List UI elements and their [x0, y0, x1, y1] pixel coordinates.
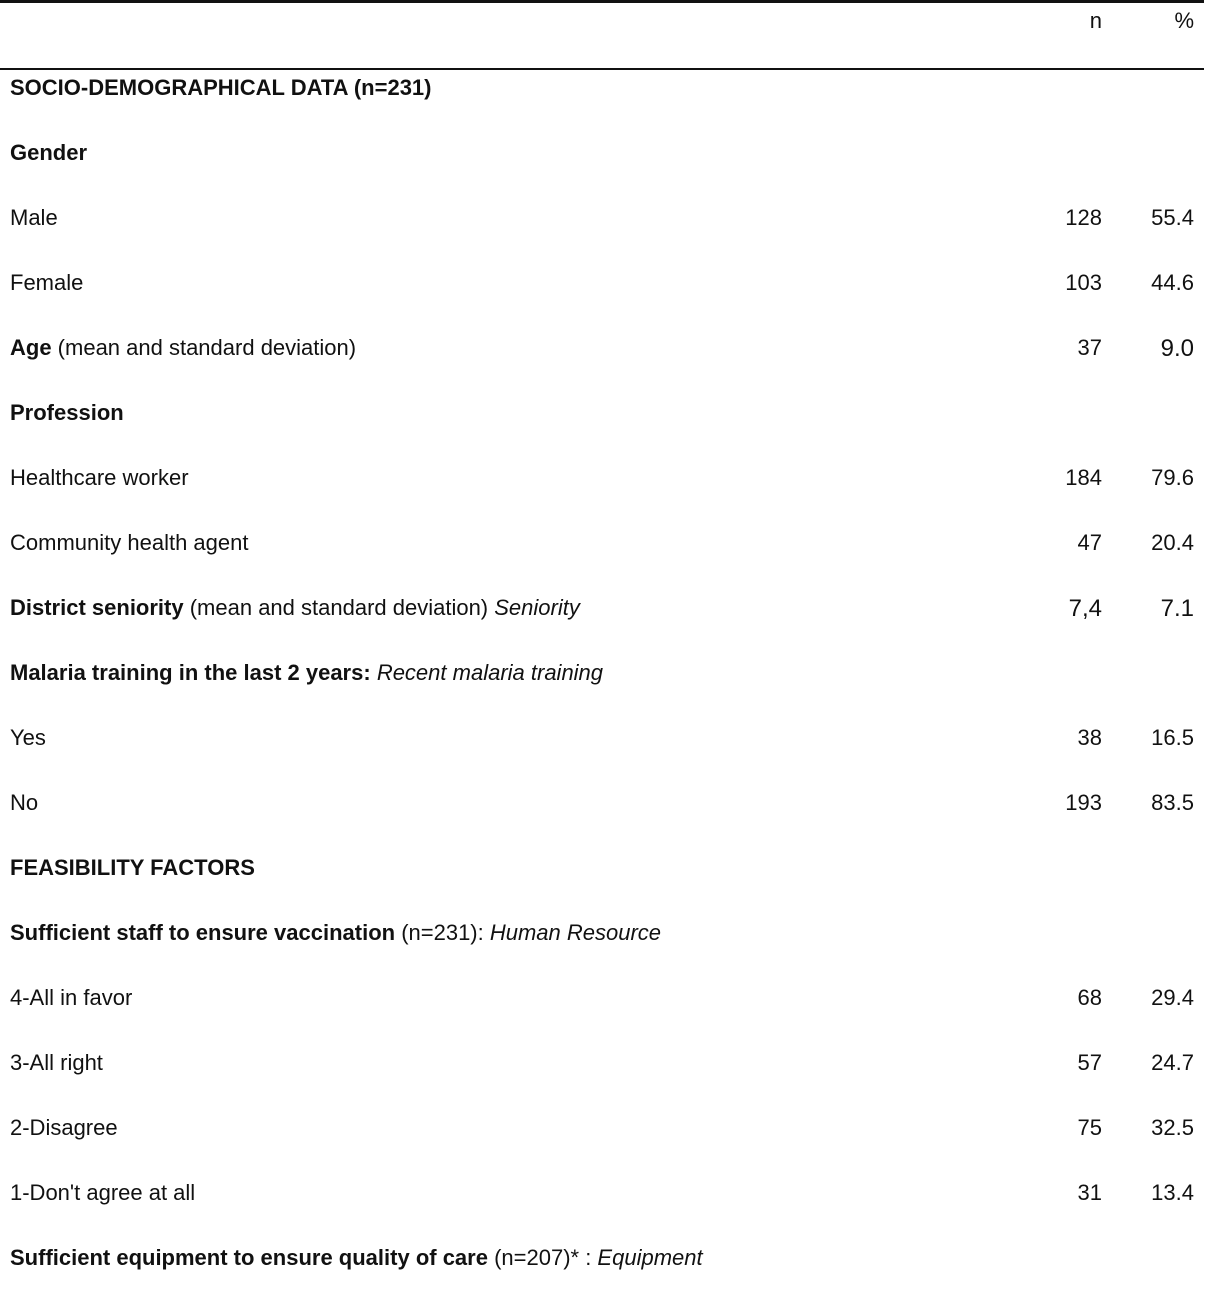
- row-value-n: 193: [1065, 790, 1102, 815]
- row-label-part: 4-All in favor: [10, 985, 133, 1010]
- row-label-part: Human Resource: [489, 920, 662, 945]
- row-value-n: 128: [1065, 205, 1102, 230]
- table-row: [0, 525, 1206, 590]
- row-value-n: 38: [1077, 725, 1102, 750]
- row-label-part: Yes: [10, 725, 46, 750]
- row-label-part: (mean and standard deviation): [51, 335, 357, 360]
- table-header: [0, 0, 1206, 44]
- row-value-percent: 83.5: [1151, 790, 1194, 815]
- table-row: [0, 1110, 1206, 1175]
- row-value-percent: 13.4: [1151, 1180, 1194, 1205]
- row-value-percent: 79.6: [1151, 465, 1194, 490]
- row-label-part: Equipment: [597, 1245, 703, 1270]
- row-label: [10, 660, 603, 686]
- row-label-part: SOCIO-DEMOGRAPHICAL DATA (n=231): [10, 75, 432, 100]
- table-row: [0, 785, 1206, 850]
- row-label: [10, 595, 580, 621]
- table-row: [0, 265, 1206, 330]
- row-label: [10, 985, 132, 1011]
- row-value-n: 7,4: [1068, 595, 1102, 622]
- row-value-n: 37: [1077, 335, 1102, 360]
- row-label: [10, 725, 46, 751]
- row-label: [10, 530, 248, 556]
- row-label: [10, 75, 432, 101]
- row-label: [10, 790, 38, 816]
- row-value-percent: 44.6: [1151, 270, 1194, 295]
- table-row: [0, 200, 1206, 265]
- table-row: [0, 135, 1206, 200]
- row-label-part: Male: [10, 205, 58, 230]
- row-label: [10, 270, 83, 296]
- table-row: [0, 915, 1206, 980]
- row-label-part: Female: [10, 270, 84, 295]
- row-value-percent: 7.1: [1160, 595, 1194, 622]
- row-label: [10, 1115, 118, 1141]
- row-value-percent: 55.4: [1151, 205, 1194, 230]
- row-value-n: 103: [1065, 270, 1102, 295]
- table-row: [0, 395, 1206, 460]
- row-value-percent: 20.4: [1151, 530, 1194, 555]
- row-label-part: 3-All right: [10, 1050, 103, 1075]
- row-label: [10, 855, 255, 881]
- table-row: [0, 460, 1206, 525]
- row-value-n: 68: [1077, 985, 1102, 1010]
- row-value-n: 184: [1065, 465, 1102, 490]
- row-label-part: Malaria training in the last 2 years:: [10, 660, 371, 685]
- row-label-part: Gender: [10, 140, 88, 165]
- row-label-part: Sufficient equipment to ensure quality of care: [10, 1245, 488, 1270]
- table-row: [0, 330, 1206, 395]
- row-label-part: FEASIBILITY FACTORS: [10, 855, 255, 880]
- row-label-part: Community health agent: [10, 530, 249, 555]
- row-label-part: Age: [10, 335, 52, 360]
- table-row: [0, 655, 1206, 720]
- row-value-n: 31: [1077, 1180, 1102, 1205]
- table-row: [0, 1240, 1206, 1305]
- row-label: [10, 1245, 703, 1271]
- column-header-n: n: [1089, 8, 1102, 33]
- row-label: [10, 465, 189, 491]
- row-label-part: Profession: [10, 400, 124, 425]
- table-row: [0, 720, 1206, 785]
- row-value-percent: 24.7: [1151, 1050, 1194, 1075]
- row-label: [10, 140, 87, 166]
- row-label-part: (n=231):: [395, 920, 490, 945]
- row-label-part: 1-Don't agree at all: [10, 1180, 196, 1205]
- column-header-percent: %: [1174, 8, 1194, 33]
- table-row: [0, 980, 1206, 1045]
- row-label: [10, 335, 356, 361]
- row-value-percent: 9.0: [1160, 335, 1194, 362]
- table-body: [0, 70, 1206, 1305]
- row-label-part: Sufficient staff to ensure vaccination: [10, 920, 396, 945]
- row-label-part: (mean and standard deviation): [183, 595, 495, 620]
- table-row: [0, 70, 1206, 135]
- row-value-percent: 16.5: [1151, 725, 1194, 750]
- table-row: [0, 1175, 1206, 1240]
- row-label-part: No: [10, 790, 39, 815]
- row-label: [10, 400, 124, 426]
- row-label-part: 2-Disagree: [10, 1115, 118, 1140]
- row-label-part: District seniority: [10, 595, 184, 620]
- row-label: [10, 1180, 195, 1206]
- row-value-n: 47: [1077, 530, 1102, 555]
- row-label-part: Recent malaria training: [376, 660, 604, 685]
- row-value-n: 57: [1077, 1050, 1102, 1075]
- table-row: [0, 590, 1206, 655]
- row-label: [10, 920, 661, 946]
- row-label-part: Healthcare worker: [10, 465, 189, 490]
- row-label: [10, 1050, 103, 1076]
- row-value-percent: 29.4: [1151, 985, 1194, 1010]
- row-value-percent: 32.5: [1151, 1115, 1194, 1140]
- table-row: [0, 1045, 1206, 1110]
- row-value-n: 75: [1077, 1115, 1102, 1140]
- table-row: [0, 850, 1206, 915]
- row-label-part: Seniority: [494, 595, 580, 620]
- row-label-part: (n=207)* :: [487, 1245, 598, 1270]
- row-label: [10, 205, 58, 231]
